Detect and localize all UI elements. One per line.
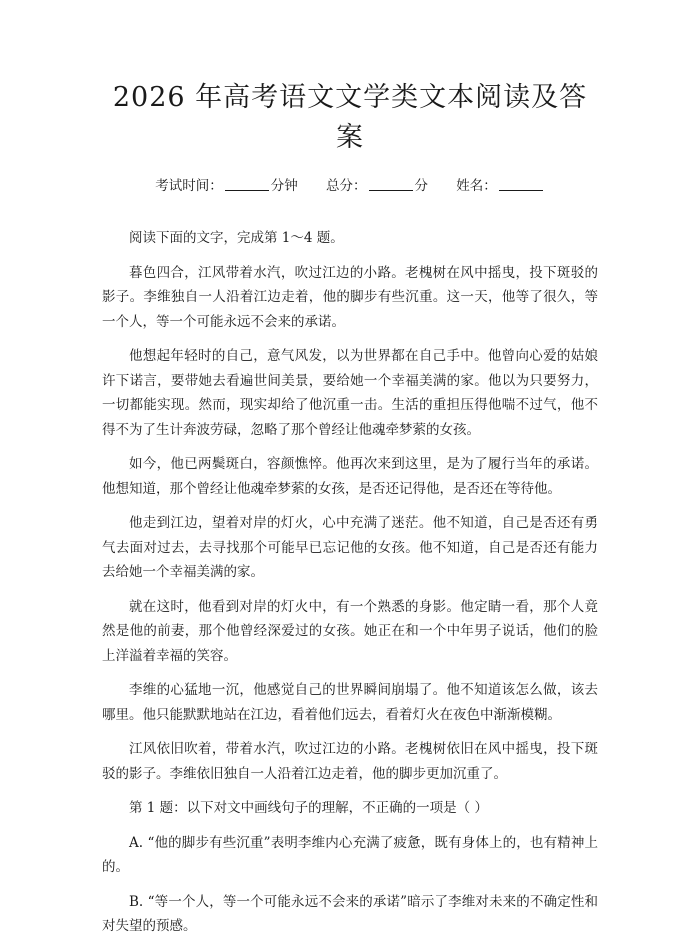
student-name-blank (499, 176, 543, 191)
total-score-field (326, 176, 428, 196)
exam-time-label: 考试时间： (155, 178, 223, 194)
total-score-label: 总分： (326, 178, 367, 194)
question-1-option-a: A. “他的脚步有些沉重”表明李维内心充满了疲惫，既有身体上的，也有精神上的。 (102, 834, 598, 875)
question-1-option-b: B. “等一个人，等一个可能永远不会来的承诺”暗示了李维对未来的不确定性和对失望的预感。 (102, 893, 598, 934)
total-score-unit: 分 (414, 178, 428, 194)
passage-paragraph: 他走到江边，望着对岸的灯火，心中充满了迷茫。他不知道，自己是否还有勇气去面对过去，去寻找那个可能早已忘记他的女孩。他不知道，自己是否还有能力去给她一个幸福美满的家。 (102, 515, 598, 580)
question-1-stem: 第 1 题：以下对文中画线句子的理解，不正确的一项是（ ） (129, 800, 488, 816)
page-title: 2026 年高考语文文学类文本阅读及答案 (112, 82, 588, 153)
exam-time-blank (225, 176, 269, 191)
passage-paragraph: 江风依旧吹着，带着水汽，吹过江边的小路。老槐树依旧在风中摇曳，投下斑驳的影子。李维依旧独自一人沿着江边走着，他的脚步更加沉重了。 (102, 741, 598, 782)
passage-paragraph: 他想起年轻时的自己，意气风发，以为世界都在自己手中。他曾向心爱的姑娘许下诺言，要带她去看遍世间美景，要给她一个幸福美满的家。他以为只要努力，一切都能实现。然而，现实却给了他沉重一击。生活的重担压得他喘不过气，他不得不为了生计奔波劳碌，忽略了那个曾经让他魂牵梦萦的女孩。 (102, 348, 598, 438)
exam-time-field (155, 176, 298, 196)
reading-instruction: 阅读下面的文字，完成第 1～4 题。 (129, 230, 344, 246)
passage-paragraph: 如今，他已两鬓斑白，容颜憔悴。他再次来到这里，是为了履行当年的承诺。他想知道，那个曾经让他魂牵梦萦的女孩，是否还记得他，是否还在等待他。 (102, 456, 598, 497)
exam-time-unit: 分钟 (270, 178, 298, 194)
passage-paragraph: 李维的心猛地一沉，他感觉自己的世界瞬间崩塌了。他不知道该怎么做，该去哪里。他只能默默地站在江边，看着他们远去，看着灯火在夜色中渐渐模糊。 (102, 682, 598, 723)
total-score-blank (369, 176, 413, 191)
passage-paragraph: 暮色四合，江风带着水汽，吹过江边的小路。老槐树在风中摇曳，投下斑驳的影子。李维独自一人沿着江边走着，他的脚步有些沉重。这一天，他等了很久，等一个人，等一个可能永远不会来的承诺。 (102, 264, 598, 330)
student-name-field (456, 176, 545, 196)
exam-meta-line (102, 176, 598, 196)
student-name-label: 姓名： (456, 178, 497, 194)
reading-content (102, 226, 598, 939)
passage-paragraph: 就在这时，他看到对岸的灯火中，有一个熟悉的身影。他定睛一看，那个人竟然是他的前妻，那个他曾经深爱过的女孩。她正在和一个中年男子说话，他们的脸上洋溢着幸福的笑容。 (102, 598, 598, 664)
